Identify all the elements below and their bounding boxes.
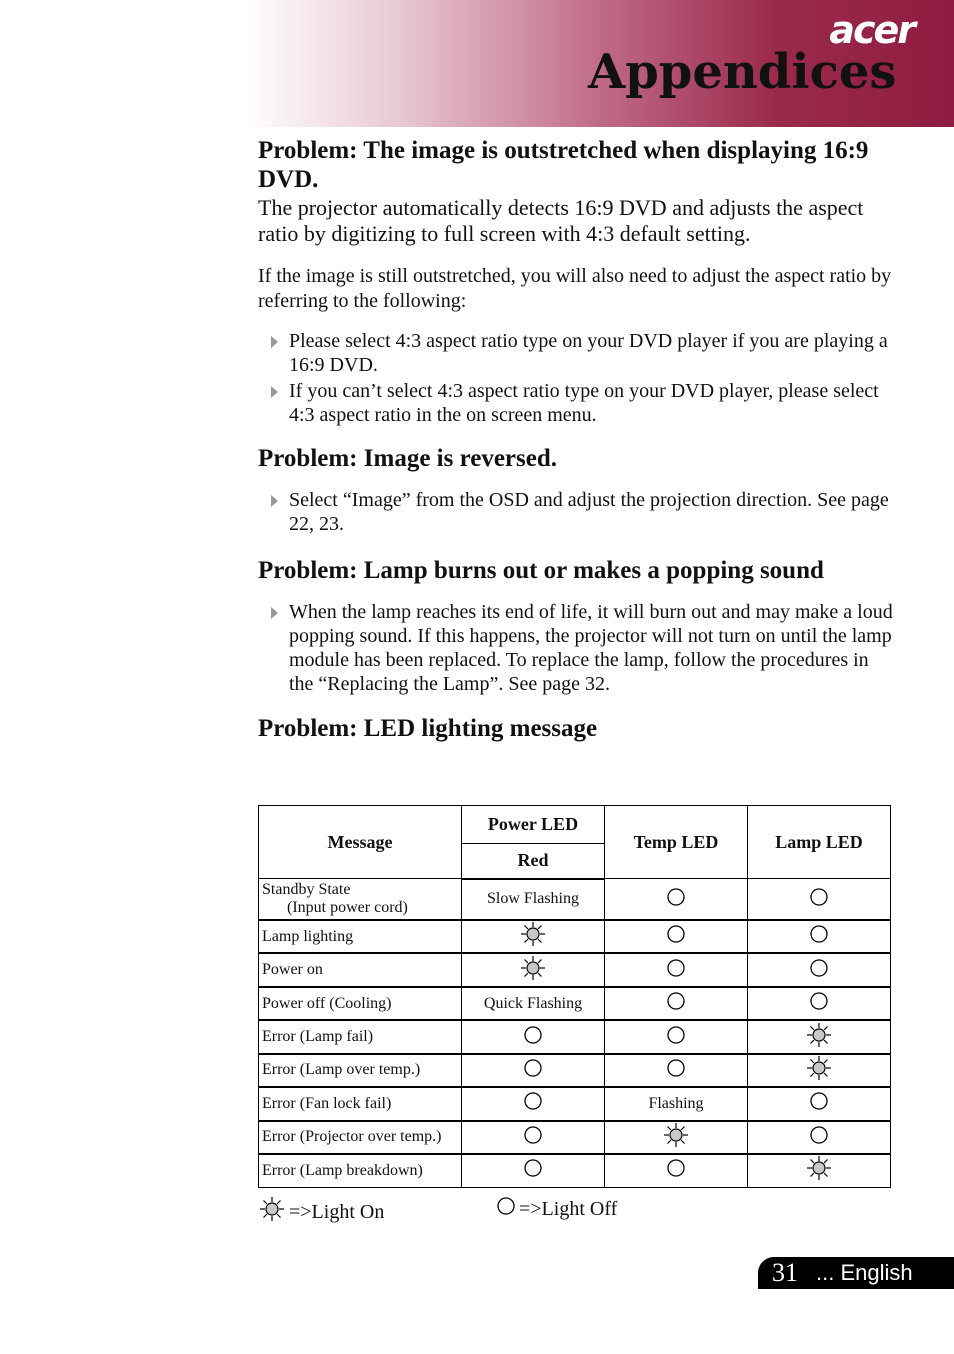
table-row [259, 1054, 891, 1087]
lamp-led-light-on [748, 1154, 891, 1188]
message-text: Error (Fan lock fail) [262, 1094, 392, 1112]
message-text: Power off (Cooling) [262, 994, 392, 1012]
header-lamp-led: Lamp LED [748, 806, 891, 879]
temp-led-status: Flashing [605, 1087, 748, 1120]
bullet-arrow-icon [271, 495, 278, 507]
message-cell [259, 1054, 462, 1087]
circle-icon [809, 1125, 829, 1150]
reversed-bullet-list [258, 488, 898, 536]
bullet-text: When the lamp reaches its end of life, it will burn out and may make a loud popping sound. If this happens, the projector will not turn on until the lamp module has been replaced. To replace the lamp, follow the procedures in the “Replacing the Lamp”. See page 32. [289, 601, 893, 695]
circle-icon [523, 1158, 543, 1183]
list-item [258, 329, 898, 377]
message-text: Power on [262, 961, 323, 979]
message-text: Standby State [262, 881, 351, 899]
message-cell [259, 987, 462, 1020]
circle-icon [809, 991, 829, 1016]
footer-band [758, 1257, 954, 1289]
sun-icon [519, 955, 547, 986]
circle-icon [666, 958, 686, 983]
lamp-led-light-on [748, 1054, 891, 1087]
header-temp-led: Temp LED [605, 806, 748, 879]
power-led-light-off [462, 1087, 605, 1120]
sun-icon [805, 1155, 833, 1186]
table-row [259, 987, 891, 1020]
dvd-intro-text: The projector automatically detects 16:9 DVD and adjusts the aspect ratio by digitizing to full screen with 4:3 default setting. [258, 195, 864, 246]
list-item [258, 379, 898, 427]
bullet-arrow-icon [271, 386, 278, 398]
power-led-light-off [462, 1020, 605, 1053]
message-text: Error (Projector over temp.) [262, 1128, 442, 1146]
lamp-led-light-on [748, 1020, 891, 1053]
message-subtext: (Input power cord) [287, 899, 408, 917]
temp-led-light-off [605, 1154, 748, 1188]
bullet-arrow-icon [271, 607, 278, 619]
message-text: Error (Lamp over temp.) [262, 1061, 421, 1079]
legend-off [496, 1196, 617, 1222]
circle-icon [666, 924, 686, 949]
lamp-led-light-off [748, 987, 891, 1020]
bullet-arrow-icon [271, 336, 278, 348]
table-row [259, 879, 891, 921]
table-row [259, 1121, 891, 1154]
circle-icon [666, 1058, 686, 1083]
sun-icon [519, 921, 547, 952]
message-cell [259, 879, 462, 921]
header-message: Message [259, 806, 462, 879]
lamp-led-light-off [748, 879, 891, 921]
table-row [259, 1087, 891, 1120]
circle-icon [809, 958, 829, 983]
led-problem-heading: Problem: LED lighting message [258, 715, 598, 742]
table-row [259, 1020, 891, 1053]
acer-logo: acer [829, 8, 914, 52]
temp-led-light-off [605, 1020, 748, 1053]
lamp-led-light-off [748, 1087, 891, 1120]
circle-icon [809, 887, 829, 912]
circle-icon [523, 1025, 543, 1050]
list-item [258, 600, 898, 696]
power-led-light-off [462, 1121, 605, 1154]
bullet-text: Select “Image” from the OSD and adjust the projection direction. See page 22, 23. [289, 489, 889, 535]
temp-led-light-off [605, 920, 748, 953]
dvd-note-text: If the image is still outstretched, you will also need to adjust the aspect ratio by referring to the following: [258, 265, 892, 312]
sun-icon [258, 1196, 286, 1228]
circle-icon [666, 991, 686, 1016]
bullet-text: If you can’t select 4:3 aspect ratio type on your DVD player, please select 4:3 aspect ratio in the on screen menu. [289, 380, 879, 426]
circle-icon [523, 1125, 543, 1150]
lamp-led-light-off [748, 1121, 891, 1154]
reversed-problem-heading: Problem: Image is reversed. [258, 445, 557, 472]
circle-icon [523, 1058, 543, 1083]
temp-led-light-on [605, 1121, 748, 1154]
circle-icon [666, 1025, 686, 1050]
led-table-body [259, 879, 891, 1188]
sun-icon [805, 1022, 833, 1053]
message-text: Error (Lamp fail) [262, 1028, 374, 1045]
circle-icon [496, 1196, 516, 1222]
page-title: Appendices [588, 44, 897, 100]
lamp-led-light-off [748, 920, 891, 953]
lamp-problem-heading: Problem: Lamp burns out or makes a popping sound [258, 557, 824, 584]
legend [258, 1196, 898, 1222]
header-power-red: Red [462, 844, 605, 879]
temp-led-light-off [605, 953, 748, 986]
circle-icon [666, 1158, 686, 1183]
power-led-light-off [462, 1054, 605, 1087]
message-cell [259, 920, 462, 953]
power-led-light-on [462, 953, 605, 986]
circle-icon [809, 924, 829, 949]
legend-on-label: =>Light On [289, 1200, 385, 1223]
table-row [259, 920, 891, 953]
legend-on [258, 1196, 384, 1228]
sun-icon [805, 1055, 833, 1086]
message-cell [259, 1154, 462, 1188]
dvd-problem-heading: Problem: The image is outstretched when displaying 16:9 DVD. [258, 137, 869, 193]
message-text: Lamp lighting [262, 927, 354, 945]
message-cell [259, 1121, 462, 1154]
legend-off-label: =>Light Off [519, 1197, 618, 1220]
message-cell [259, 1087, 462, 1120]
header-power-led: Power LED [462, 806, 605, 844]
language-label: ... English [816, 1260, 913, 1285]
led-status-table [258, 805, 891, 1188]
power-led-light-on [462, 920, 605, 953]
table-row [259, 953, 891, 986]
temp-led-light-off [605, 987, 748, 1020]
circle-icon [523, 1091, 543, 1116]
list-item [258, 488, 898, 536]
dvd-bullet-list [258, 329, 898, 427]
power-led-status: Slow Flashing [462, 879, 605, 921]
page-number: 31 [772, 1258, 798, 1287]
message-text: Error (Lamp breakdown) [262, 1161, 423, 1179]
lamp-bullet-list [258, 600, 898, 696]
sun-icon [662, 1122, 690, 1153]
temp-led-light-off [605, 1054, 748, 1087]
circle-icon [666, 887, 686, 912]
message-cell [259, 1020, 462, 1053]
message-cell [259, 953, 462, 986]
power-led-light-off [462, 1154, 605, 1188]
content [258, 136, 898, 743]
circle-icon [809, 1091, 829, 1116]
lamp-led-light-off [748, 953, 891, 986]
temp-led-light-off [605, 879, 748, 921]
table-row [259, 1154, 891, 1188]
bullet-text: Please select 4:3 aspect ratio type on your DVD player if you are playing a 16:9 DVD. [289, 330, 888, 376]
power-led-status: Quick Flashing [462, 987, 605, 1020]
